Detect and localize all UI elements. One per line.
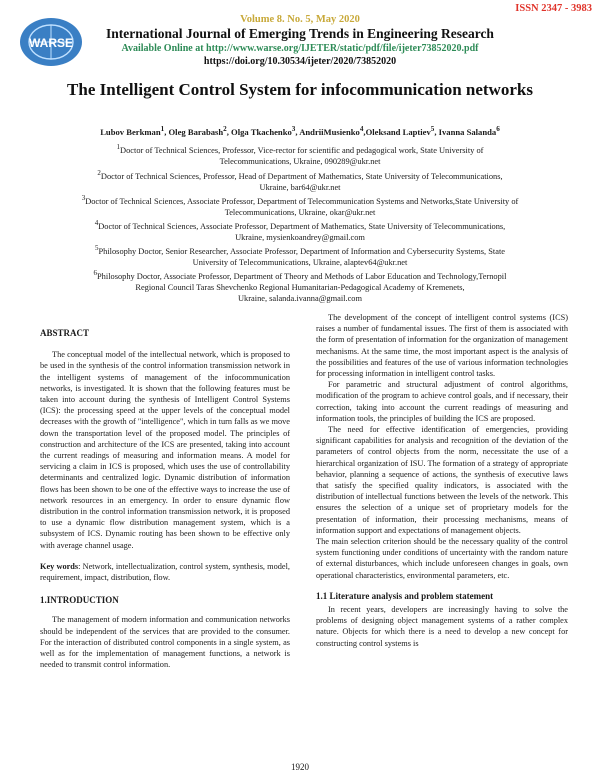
author: Oleg Barabash$^2$ (168, 125, 227, 137)
available-online-link[interactable]: Available Online at http://www.warse.org/IJETER/static/pdf/file/ijeter73852020.pdf (121, 43, 479, 54)
paragraph: The need for effective identification of emergencies, providing significant capabilities for analysis and recognition of the deviation of the parameters of control objects from the norm, necessitate the use of a hierarchical organization of ISU. The formation of a strategy of appropriate behavior, planning a sequence of actions, the synthesis of executive laws that satisfy the specified quality indicators, is associated with the distribution of intellectual functions between the levels of the network. This ensures the selection of a unique set of proprietary models for the presentation of information, their processing mechanisms, means of information support and expectations of management objects. (316, 425, 568, 535)
paper-title: The Intelligent Control System for infocommunication networks (67, 80, 533, 99)
affiliation-1: $^1$Doctor of Technical Sciences, Professor, Vice-rector for scientific and pedagogical work, State University of Telecommunications, Ukraine, 090289@ukr.net (116, 143, 484, 166)
paragraph: The development of the concept of intelligent control systems (ICS) raises a number of fundamental issues. The first of them is associated with the form of presentation of information for the organization of management mechanisms. At the same time, the most important aspect is the analysis of the possibilities and features of the use of various information technologies for processing information in intelligent control tasks. (316, 313, 568, 379)
affiliation-5: $^5$Philosophy Doctor, Senior Researcher, Associate Professor, Department of Information and Cybersecurity Systems, State University of Telecommunications, Ukraine, alaptev64@ukr.net (95, 244, 505, 267)
affiliation-6: $^6$Philosophy Doctor, Associate Professor, Department of Theory and Methods of Labor Education and Technology,Ternopil Regional Council Taras Shevchenko Regional Humanitarian-Pedagogical Academy of Kremenets, Ukraine, salanda.ivanna@gmail.com (93, 269, 507, 303)
abstract-heading: ABSTRACT (40, 328, 90, 338)
affiliation-2: $^2$Doctor of Technical Sciences, Professor, Head of Department of Mathematics, State University of Telecommunications, Ukraine, bar64@ukr.net (97, 169, 503, 192)
author-list: Lubov Berkman$^1$, Oleg Barabash$^2$, Olga Tkachenko$^3$, AndriiMusienko$^4$,Oleksand Laptiev$^5$, Ivanna Salanda$^6$ (100, 125, 500, 137)
paragraph: The main selection criterion should be the necessary quality of the control system functioning under conditions of uncertainty with the random nature of external disturbances, which include unforeseen changes in goals, own operational characteristics, environmental parameters, etc. (316, 537, 568, 580)
author: AndriiMusienko$^4$ (299, 125, 364, 137)
left-column (40, 328, 290, 670)
logo-text: WARSE (28, 36, 74, 50)
author: Oleksand Laptiev$^5$ (365, 125, 435, 137)
issn-label: ISSN 2347 - 3983 (515, 3, 592, 14)
affiliation-3: $^3$Doctor of Technical Sciences, Associate Professor, Department of Telecommunication Systems and Networks,State University of Telecommunications, Ukraine, okar@ukr.net (81, 194, 519, 217)
abstract-text: The conceptual model of the intellectual network, which is proposed to be used in the synthesis of the control information transmission network in the intelligent systems of management of the infocommunication networks, is investigated. It is shown that the following features must be taken into account during the synthesis of Intelligent Control Systems (ICS): the processing speed at the upper levels of the conceptual model decreases with the growth of "intelligence", which in turn falls as we move down the transportation level of the proposed model. The principles of construction and architecture of the ICS are presented, taking into account the current readings of measuring and information means. A model for servicing a claim in ICS is proposed, which uses the use of controllability determinants and centralized logic. Dynamic distribution of information flows has been shown to be one of the effective ways to increase the use of network resources in an emergency. In order to ensure dynamic flow distribution in the control information transmission network, it is proposed to use a dynamic flow distribution management system, which is a subsystem of ICS. Dynamic routing has been shown to be effective only with average channel usage. (40, 350, 290, 550)
journal-name: International Journal of Emerging Trends in Engineering Research (106, 26, 494, 41)
introduction-heading: 1.INTRODUCTION (40, 595, 119, 606)
keywords: Key words: Network, intellectualization, control system, synthesis, model, requirement, impact, distribution, flow. (40, 561, 290, 583)
literature-heading: 1.1 Literature analysis and problem statement (316, 590, 494, 601)
right-column (316, 312, 568, 649)
doi-link[interactable]: https://doi.org/10.30534/ijeter/2020/73852020 (203, 56, 397, 67)
author: Lubov Berkman$^1$ (100, 125, 165, 137)
author: Ivanna Salanda$^6$ (438, 125, 500, 137)
page-number: 1920 (291, 762, 309, 772)
paragraph: For parametric and structural adjustment of control algorithms, modification of the program to achieve control goals, and if necessary, their correction, taking into account the current readings of measuring and information tools, the principles of building the ICS are proposed. (316, 380, 568, 423)
author: Olga Tkachenko$^3$ (231, 125, 296, 137)
introduction-text: The management of modern information and communication networks should be independent of the services that are provided to the consumer. For the interaction of distributed control components in a single system, as well as for the implementation of management functions, a network is needed to transmit control information. (40, 615, 290, 670)
literature-text: In recent years, developers are increasingly having to solve the problems of designing object management systems of a rather complex nature. Objects for which there is a need to develop a new concept for constructing control systems is (316, 605, 568, 648)
affiliation-4: $^4$Doctor of Technical Sciences, Associate Professor, Department of Mathematics, State University of Telecommunications, Ukraine, mysienkoandrey@gmail.com (94, 219, 506, 242)
volume-label: Volume 8. No. 5, May 2020 (240, 14, 360, 25)
